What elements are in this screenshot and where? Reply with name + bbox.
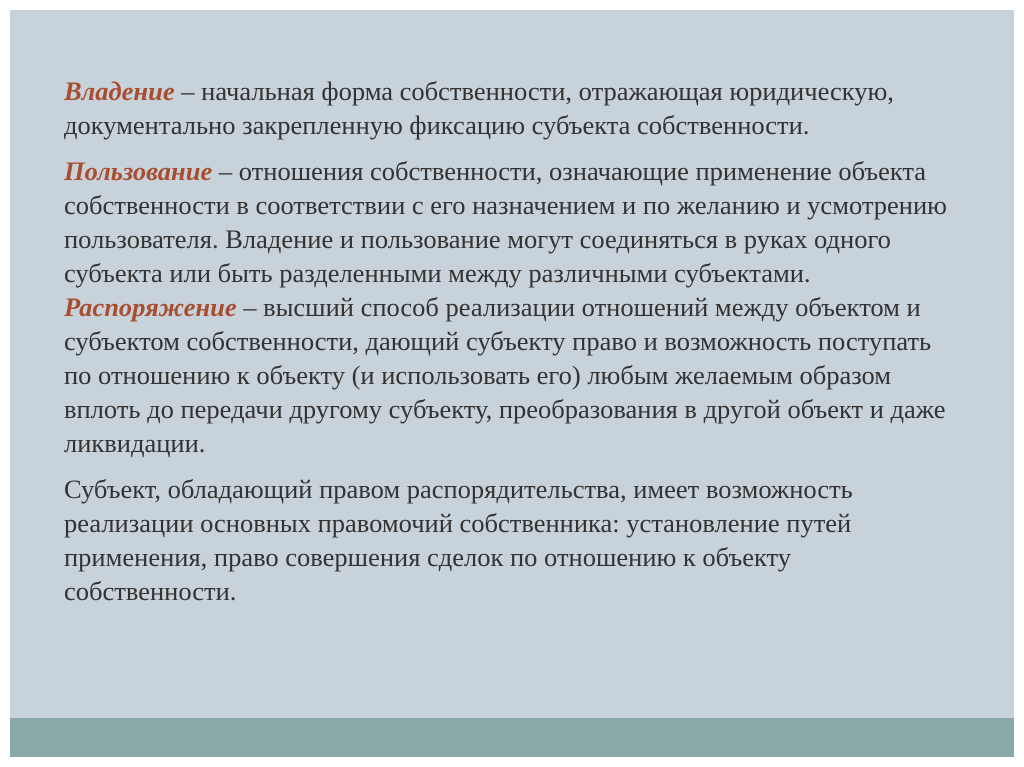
term-possession: Владение (64, 76, 175, 106)
paragraph-use-text: – отношения собственности, означающие применение объекта собственности в соответствии с его назначением и по желанию и усмотрению пользователя. Владение и пользование могут соединяться в руках одного субъекта или быть разделенными между различными субъектами. (64, 156, 947, 288)
paragraph-subject-text: Субъект, обладающий правом распорядительства, имеет возможность реализации основных правомочий собственника: установление путей применения, право совершения сделок по отношению к объекту собственности. (64, 474, 853, 606)
paragraph-possession-text: – начальная форма собственности, отражающая юридическую, документально закрепленную фиксацию субъекта собственности. (64, 76, 894, 140)
paragraph-subject (64, 472, 964, 608)
term-disposal: Распоряжение (64, 292, 237, 322)
slide-body (64, 74, 964, 608)
paragraph-possession (64, 74, 964, 142)
paragraph-disposal (64, 290, 964, 460)
slide (10, 10, 1014, 757)
footer-band (10, 718, 1014, 757)
paragraph-use (64, 154, 964, 290)
term-use: Пользование (64, 156, 213, 186)
paragraph-disposal-text: – высший способ реализации отношений между объектом и субъектом собственности, дающий субъекту право и возможность поступать по отношению к объекту (и использовать его) любым желаемым образом вплоть до передачи другому субъекту, преобразования в другой объект и даже ликвидации. (64, 292, 946, 458)
